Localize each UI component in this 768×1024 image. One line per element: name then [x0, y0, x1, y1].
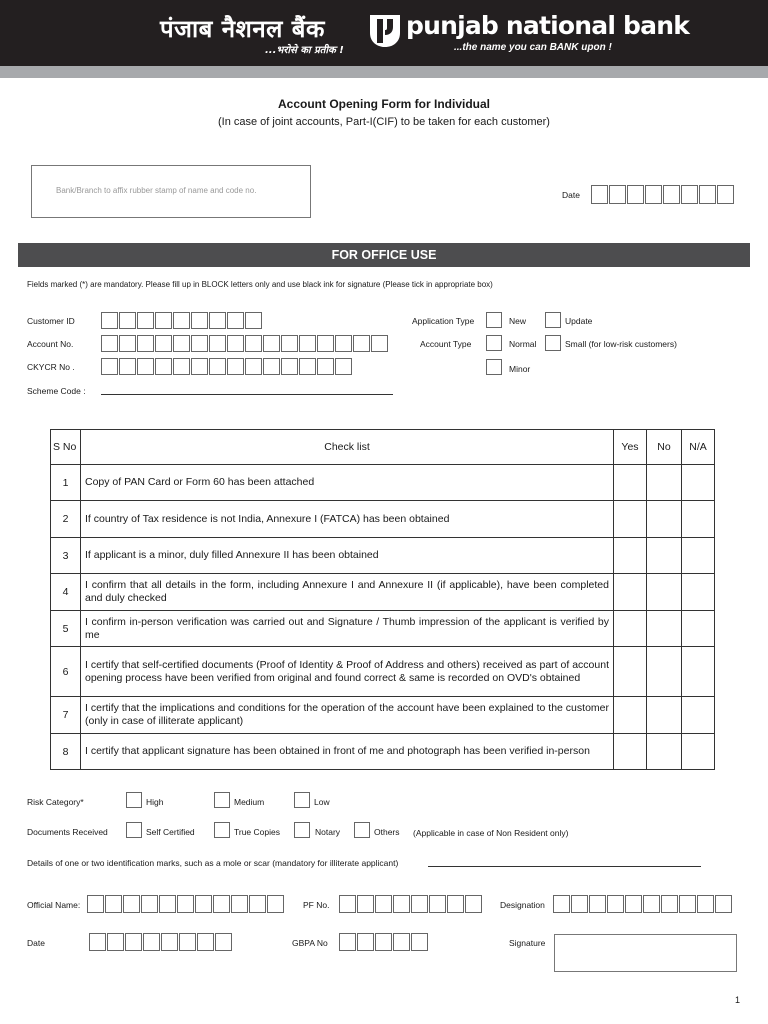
- col-checklist: Check list: [81, 430, 614, 465]
- no-cell[interactable]: [647, 501, 682, 538]
- na-cell[interactable]: [682, 538, 715, 574]
- no-cell[interactable]: [647, 734, 682, 770]
- row-text: I certify that self-certified documents (Proof of Identity & Proof of Address and others) received as part of account opening process have been verified from original and found correct & same is recorded on OVD's obtained: [81, 647, 614, 697]
- row-sn: 3: [51, 538, 81, 574]
- yes-cell[interactable]: [614, 697, 647, 734]
- official-date-label: Date: [27, 938, 45, 948]
- application-type-label: Application Type: [412, 316, 475, 326]
- row-sn: 2: [51, 501, 81, 538]
- stamp-placeholder: Bank/Branch to affix rubber stamp of name and code no.: [56, 186, 257, 195]
- na-cell[interactable]: [682, 574, 715, 611]
- na-cell[interactable]: [682, 501, 715, 538]
- risk-high-label: High: [146, 797, 164, 807]
- account-type-label: Account Type: [420, 339, 472, 349]
- acct-normal-label: Normal: [509, 339, 537, 349]
- office-use-heading: FOR OFFICE USE: [18, 243, 750, 267]
- yes-cell[interactable]: [614, 647, 647, 697]
- app-update-checkbox[interactable]: [545, 312, 561, 328]
- risk-category-label: Risk Category*: [27, 797, 84, 807]
- ckycr-label: CKYCR No .: [27, 362, 75, 372]
- col-na: N/A: [682, 430, 715, 465]
- doc-others-checkbox[interactable]: [354, 822, 370, 838]
- pnb-logo-icon: [368, 13, 402, 49]
- col-no: No: [647, 430, 682, 465]
- designation-field[interactable]: [553, 895, 732, 913]
- risk-low-checkbox[interactable]: [294, 792, 310, 808]
- table-row: [51, 538, 715, 574]
- na-cell[interactable]: [682, 647, 715, 697]
- bank-name-english: punjab national bank: [406, 11, 690, 40]
- table-row: [51, 611, 715, 647]
- tagline-english: ...the name you can BANK upon !: [454, 42, 612, 53]
- account-no-field[interactable]: [101, 335, 388, 352]
- official-name-label: Official Name:: [27, 900, 81, 910]
- scheme-code-field[interactable]: [101, 394, 393, 395]
- checklist-table: [50, 429, 715, 770]
- ckycr-field[interactable]: [101, 358, 352, 375]
- gbpa-no-field[interactable]: [339, 933, 428, 951]
- table-row: [51, 734, 715, 770]
- yes-cell[interactable]: [614, 465, 647, 501]
- signature-label: Signature: [509, 938, 546, 948]
- row-text: If applicant is a minor, duly filled Annexure II has been obtained: [81, 538, 614, 574]
- na-cell[interactable]: [682, 465, 715, 501]
- row-sn: 1: [51, 465, 81, 501]
- acct-minor-checkbox[interactable]: [486, 359, 502, 375]
- yes-cell[interactable]: [614, 734, 647, 770]
- na-cell[interactable]: [682, 611, 715, 647]
- row-text: I certify that the implications and conditions for the operation of the account have been explained to the customer (only in case of illiterate applicant): [81, 697, 614, 734]
- official-date-field[interactable]: [89, 933, 232, 951]
- risk-medium-checkbox[interactable]: [214, 792, 230, 808]
- row-sn: 6: [51, 647, 81, 697]
- no-cell[interactable]: [647, 697, 682, 734]
- no-cell[interactable]: [647, 538, 682, 574]
- branch-stamp-box[interactable]: [31, 165, 311, 218]
- signature-box[interactable]: [554, 934, 737, 972]
- date-field[interactable]: [591, 185, 734, 204]
- doc-true-copies-label: True Copies: [234, 827, 280, 837]
- app-new-checkbox[interactable]: [486, 312, 502, 328]
- risk-medium-label: Medium: [234, 797, 265, 807]
- risk-low-label: Low: [314, 797, 330, 807]
- risk-high-checkbox[interactable]: [126, 792, 142, 808]
- doc-self-certified-checkbox[interactable]: [126, 822, 142, 838]
- acct-small-label: Small (for low-risk customers): [565, 339, 677, 349]
- doc-notary-label: Notary: [315, 827, 341, 837]
- checklist-header-row: [51, 430, 715, 465]
- customer-id-field[interactable]: [101, 312, 262, 329]
- acct-minor-label: Minor: [509, 364, 531, 374]
- customer-id-label: Customer ID: [27, 316, 75, 326]
- doc-others-note: (Applicable in case of Non Resident only): [413, 828, 569, 838]
- row-text: I confirm in-person verification was carried out and Signature / Thumb impression of the applicant is verified by me: [81, 611, 614, 647]
- table-row: [51, 465, 715, 501]
- mandatory-note: Fields marked (*) are mandatory. Please fill up in BLOCK letters only and use black ink for signature (Please tick in appropriate box): [27, 280, 493, 289]
- row-text: If country of Tax residence is not India, Annexure I (FATCA) has been obtained: [81, 501, 614, 538]
- row-sn: 5: [51, 611, 81, 647]
- table-row: [51, 647, 715, 697]
- scheme-code-label: Scheme Code :: [27, 386, 86, 396]
- doc-notary-checkbox[interactable]: [294, 822, 310, 838]
- pf-no-field[interactable]: [339, 895, 482, 913]
- no-cell[interactable]: [647, 574, 682, 611]
- row-sn: 7: [51, 697, 81, 734]
- acct-small-checkbox[interactable]: [545, 335, 561, 351]
- app-update-label: Update: [565, 316, 593, 326]
- no-cell[interactable]: [647, 465, 682, 501]
- row-sn: 4: [51, 574, 81, 611]
- col-sn: S No: [51, 430, 81, 465]
- acct-normal-checkbox[interactable]: [486, 335, 502, 351]
- doc-self-certified-label: Self Certified: [146, 827, 195, 837]
- col-yes: Yes: [614, 430, 647, 465]
- na-cell[interactable]: [682, 734, 715, 770]
- identification-marks-field[interactable]: [428, 866, 701, 867]
- table-row: [51, 574, 715, 611]
- tagline-hindi: ...भरोसे का प्रतीक !: [265, 45, 344, 56]
- table-row: [51, 697, 715, 734]
- row-sn: 8: [51, 734, 81, 770]
- designation-label: Designation: [500, 900, 545, 910]
- form-title: Account Opening Form for Individual: [278, 97, 490, 111]
- row-text: Copy of PAN Card or Form 60 has been attached: [81, 465, 614, 501]
- pf-no-label: PF No.: [303, 900, 330, 910]
- official-name-field[interactable]: [87, 895, 284, 913]
- bank-name-hindi: पंजाब नैशनल बैंक: [160, 15, 325, 43]
- no-cell[interactable]: [647, 611, 682, 647]
- bank-header: [0, 0, 768, 66]
- doc-true-copies-checkbox[interactable]: [214, 822, 230, 838]
- yes-cell[interactable]: [614, 611, 647, 647]
- no-cell[interactable]: [647, 647, 682, 697]
- header-band: [0, 66, 768, 78]
- documents-received-label: Documents Received: [27, 827, 108, 837]
- yes-cell[interactable]: [614, 501, 647, 538]
- na-cell[interactable]: [682, 697, 715, 734]
- yes-cell[interactable]: [614, 574, 647, 611]
- identification-marks-label: Details of one or two identification marks, such as a mole or scar (mandatory for illiterate applicant): [27, 858, 399, 868]
- yes-cell[interactable]: [614, 538, 647, 574]
- date-label: Date: [562, 190, 580, 200]
- gbpa-no-label: GBPA No: [292, 938, 328, 948]
- row-text: I certify that applicant signature has been obtained in front of me and photograph has been verified in-person: [81, 734, 614, 770]
- doc-others-label: Others: [374, 827, 400, 837]
- form-subtitle: (In case of joint accounts, Part-I(CIF) to be taken for each customer): [218, 116, 550, 128]
- row-text: I confirm that all details in the form, including Annexure I and Annexure II (if applicable), have been completed and duly checked: [81, 574, 614, 611]
- table-row: [51, 501, 715, 538]
- account-no-label: Account No.: [27, 339, 74, 349]
- app-new-label: New: [509, 316, 527, 326]
- page-number: 1: [735, 995, 741, 1005]
